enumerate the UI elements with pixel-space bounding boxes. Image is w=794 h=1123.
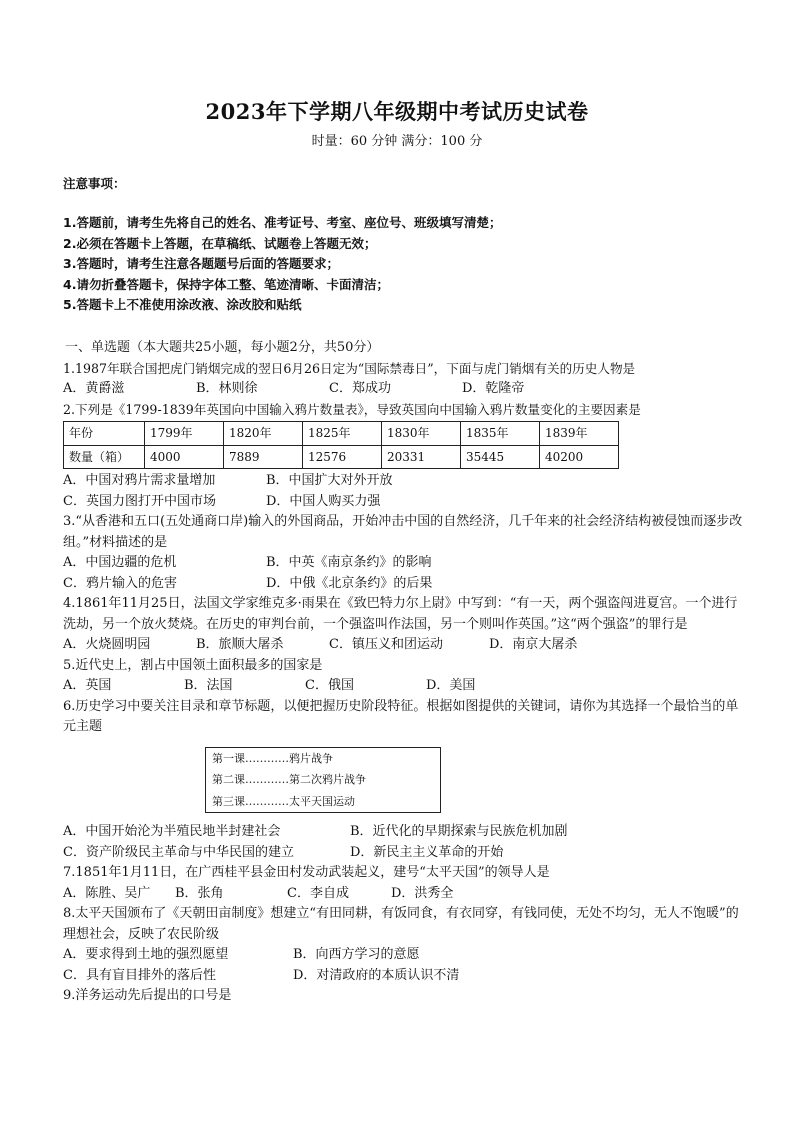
- table-cell: 40200: [540, 445, 619, 469]
- option-d: D．洪秀全: [391, 885, 454, 901]
- table-cell: 1825年: [303, 422, 382, 446]
- option-b: B．近代化的早期探索与民族危机加剧: [350, 824, 568, 839]
- question-2-options-row1: [63, 471, 743, 492]
- section-heading: 一、单选题（本大题共25小题，每小题2分，共50分）: [65, 340, 380, 355]
- question-3-options-row2: [63, 574, 743, 595]
- outline-item: 第三课…………太平天国运动: [212, 794, 355, 808]
- option-c: C．资产阶级民主革命与中华民国的建立: [63, 844, 294, 860]
- option-c: C．具有盲目排外的落后性: [63, 967, 216, 983]
- option-b: B．张角: [175, 885, 224, 901]
- question-1-options: [63, 379, 743, 400]
- question-4-options: [63, 635, 743, 656]
- option-d: D．中国人购买力强: [266, 493, 381, 509]
- option-a: A．火烧圆明园: [63, 637, 151, 652]
- option-a: A．陈胜、吴广: [63, 885, 151, 901]
- table-cell: 数量（箱）: [64, 445, 145, 469]
- option-b: B．中国扩大对外开放: [266, 473, 393, 488]
- question-6-options-row1: [63, 822, 743, 843]
- table-cell: 年份: [64, 422, 145, 446]
- table-cell: 1820年: [224, 422, 303, 446]
- question-3-stem: 3.“从香港和五口(五处通商口岸)输入的外国商品，开始冲击中国的自然经济，几千年来的社会经济结构被侵蚀而逐步改组。”材料描述的是: [63, 514, 743, 550]
- question-2-stem: 2.下列是《1799-1839年英国向中国输入鸦片数量表》，导致英国向中国输入鸦片数量变化的主要因素是: [63, 401, 641, 417]
- question-3-options-row1: [63, 553, 743, 574]
- option-b: B．法国: [184, 678, 233, 693]
- table-cell: 1835年: [461, 422, 540, 446]
- question-5-stem: 5.近代史上，割占中国领土面积最多的国家是: [63, 657, 323, 673]
- note-item: 1.答题前，请考生先将自己的姓名、准考证号、考室、座位号、班级填写清楚；: [63, 215, 502, 230]
- option-c: C．鸦片输入的危害: [63, 575, 177, 591]
- notes-heading: 注意事项：: [63, 176, 126, 191]
- option-a: A．要求得到土地的强烈愿望: [63, 947, 229, 962]
- option-a: A．中国开始沦为半殖民地半封建社会: [63, 824, 281, 839]
- option-d: D．乾隆帝: [462, 381, 525, 396]
- option-a: A．黄爵滋: [63, 381, 125, 396]
- question-8-stem: 8.太平天国颁布了《天朝田亩制度》想建立“有田同耕，有饭同食，有衣同穿，有钱同使，无处不均匀，无人不饱暖”的理想社会，反映了农民阶级: [63, 906, 739, 942]
- option-c: C．俄国: [305, 678, 354, 693]
- notes-list: [63, 213, 501, 316]
- question-7-stem: 7.1851年1月11日，在广西桂平县金田村发动武装起义，建号“太平天国”的领导人是: [63, 865, 550, 880]
- option-c: C．镇压义和团运动: [329, 637, 443, 652]
- option-a: A．英国: [63, 678, 112, 693]
- question-2-options-row2: [63, 492, 743, 513]
- table-cell: 1830年: [382, 422, 461, 446]
- exam-title: 2023年下学期八年级期中考试历史试卷: [205, 99, 589, 124]
- question-7-options: [63, 884, 743, 905]
- table-cell: 4000: [145, 445, 224, 469]
- note-item: 2.必须在答题卡上答题，在草稿纸、试题卷上答题无效；: [63, 235, 377, 251]
- option-c: C．郑成功: [329, 381, 391, 396]
- table-row: [64, 445, 619, 469]
- option-d: D．美国: [426, 678, 476, 693]
- option-b: B．林则徐: [196, 381, 258, 396]
- question-8-options-row1: [63, 945, 743, 966]
- table-cell: 35445: [461, 445, 540, 469]
- note-item: 5.答题卡上不准使用涂改液、涂改胶和贴纸: [63, 297, 302, 312]
- option-a: A．中国对鸦片需求量增加: [63, 473, 216, 488]
- table-cell: 1799年: [145, 422, 224, 446]
- table-row: [64, 422, 619, 446]
- question-content: [63, 338, 743, 1007]
- chapter-outline-box: [205, 747, 441, 814]
- question-5-options: [63, 676, 743, 697]
- question-8-options-row2: [63, 966, 743, 987]
- table-cell: 7889: [224, 445, 303, 469]
- question-4-stem: 4.1861年11月25日，法国文学家维克多·雨果在《致巴特力尔上尉》中写到：“有一天，两个强盗闯进夏宫。一个进行洗劫，另一个放火焚烧。在历史的审判台前，一个强盗叫作法国，另一个则叫作英国。”这“两个强盗”的罪行是: [63, 596, 738, 632]
- note-item: 4.请勿折叠答题卡，保持字体工整、笔迹清晰、卡面清洁；: [63, 276, 389, 292]
- option-a: A．中国边疆的危机: [63, 555, 177, 570]
- option-d: D．中俄《北京条约》的后果: [266, 575, 433, 591]
- question-9-stem: 9.洋务运动先后提出的口号是: [63, 988, 232, 1003]
- option-b: B．向西方学习的意愿: [293, 947, 420, 962]
- note-item: 3.答题时，请考生注意各题题号后面的答题要求；: [63, 256, 339, 271]
- question-6-options-row2: [63, 843, 743, 864]
- outline-item: 第二课…………第二次鸦片战争: [212, 773, 366, 786]
- option-c: C．英国力图打开中国市场: [63, 493, 216, 509]
- exam-subtitle: 时量：60 分钟 满分：100 分: [311, 134, 483, 149]
- table-cell: 1839年: [540, 422, 619, 446]
- option-c: C．李自成: [287, 885, 349, 901]
- outline-item: 第一课…………鸦片战争: [212, 751, 333, 765]
- opium-import-table: [63, 421, 619, 469]
- table-cell: 12576: [303, 445, 382, 469]
- option-d: D．对清政府的本质认识不清: [293, 967, 460, 983]
- question-6-stem: 6.历史学习中要关注目录和章节标题，以便把握历史阶段特征。根据如图提供的关键词，请你为其选择一个最恰当的单元主题: [63, 698, 739, 734]
- question-1-stem: 1.1987年联合国把虎门销烟完成的翌日6月26日定为“国际禁毒日”，下面与虎门销烟有关的历史人物是: [63, 360, 636, 376]
- option-d: D．南京大屠杀: [489, 637, 578, 652]
- option-b: B．旅顺大屠杀: [196, 637, 284, 652]
- option-d: D．新民主主义革命的开始: [350, 844, 504, 860]
- table-cell: 20331: [382, 445, 461, 469]
- option-b: B．中英《南京条约》的影响: [266, 555, 432, 570]
